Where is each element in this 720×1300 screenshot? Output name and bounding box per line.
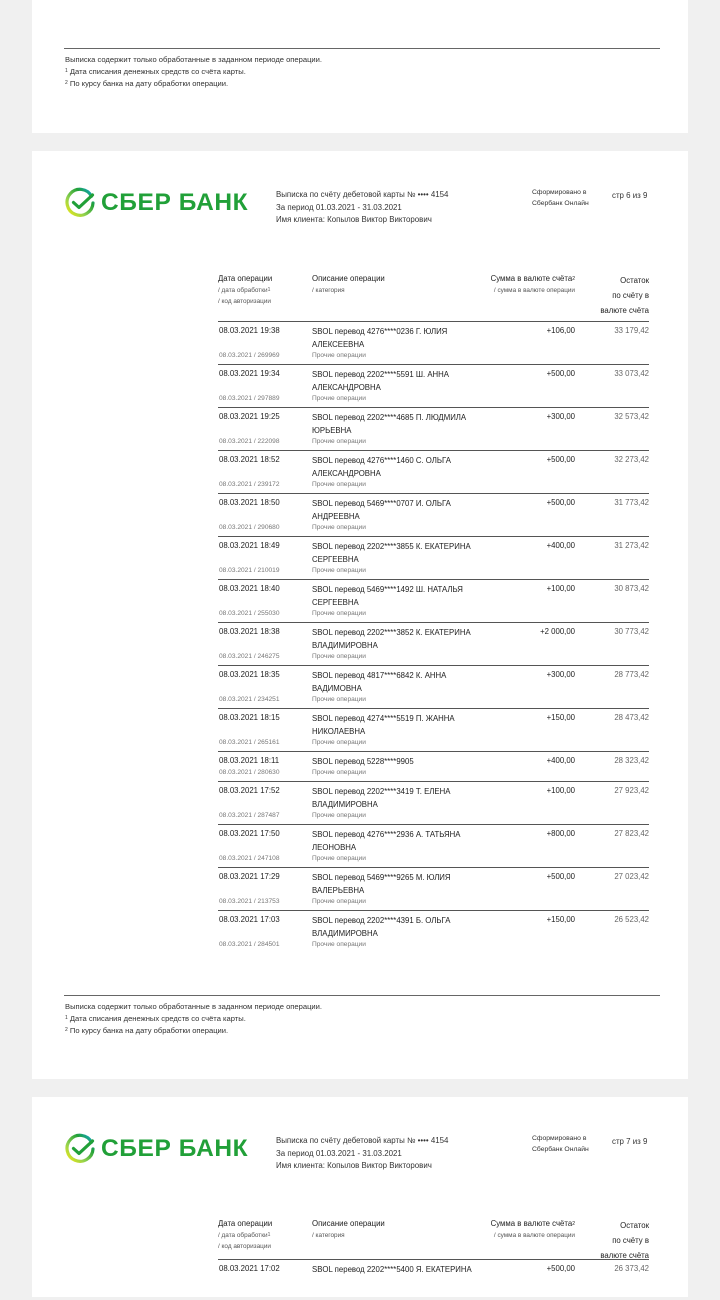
col-header-balance: Остаток по счёту в валюте счёта: [600, 276, 649, 315]
page-number: стр 7 из 9: [612, 1137, 648, 1146]
statement-info: [276, 189, 448, 227]
footnote-2: $^2$ По курсу банка на дату обработки операции.: [65, 1026, 229, 1035]
table-row: [218, 364, 649, 408]
transaction-processing-info: 08.03.2021 / 247108: [219, 855, 280, 862]
transaction-category: Прочие операции: [312, 610, 366, 617]
transaction-date: 08.03.2021 18:35: [219, 670, 280, 679]
statement-period: За период 01.03.2021 - 31.03.2021: [276, 1148, 402, 1158]
transaction-date: 08.03.2021 17:02: [219, 1264, 280, 1273]
transaction-date: 08.03.2021 18:11: [219, 756, 280, 765]
table-row: [218, 622, 649, 666]
transaction-processing-info: 08.03.2021 / 265161: [219, 739, 280, 746]
col-header-balance: Остаток по счёту в валюте счёта: [600, 1221, 649, 1260]
statement-title: Выписка по счёту дебетовой карты № •••• 4154: [276, 190, 449, 199]
transaction-description: SBOL перевод 5228****9905: [312, 757, 414, 766]
statement-page: [32, 151, 688, 1079]
transaction-date: 08.03.2021 18:15: [219, 713, 280, 722]
transaction-processing-info: 08.03.2021 / 287487: [219, 812, 280, 819]
transaction-processing-info: 08.03.2021 / 284501: [219, 941, 280, 948]
transaction-processing-info: 08.03.2021 / 290680: [219, 524, 280, 531]
transaction-balance: 27 823,42: [614, 829, 649, 838]
table-row: [218, 910, 649, 954]
col-header-date: Дата операции / дата обработки$^1$ / код авторизации: [218, 274, 273, 305]
sber-check-logo-icon: [64, 1133, 96, 1165]
client-name: Имя клиента: Копылов Виктор Викторович: [276, 215, 432, 224]
transaction-amount: +400,00: [546, 756, 575, 765]
transaction-description: SBOL перевод 2202****3852 К. ЕКАТЕРИНА ВЛАДИМИРОВНА: [312, 628, 471, 650]
transaction-processing-info: 08.03.2021 / 234251: [219, 696, 280, 703]
table-row: [218, 781, 649, 825]
transaction-description: SBOL перевод 5469****9265 М. ЮЛИЯ ВАЛЕРЬЕВНА: [312, 873, 451, 895]
transaction-processing-info: 08.03.2021 / 239172: [219, 481, 280, 488]
transaction-category: Прочие операции: [312, 696, 366, 703]
transaction-description: SBOL перевод 5469****0707 И. ОЛЬГА АНДРЕЕВНА: [312, 499, 451, 521]
table-row: [218, 579, 649, 623]
transaction-date: 08.03.2021 18:49: [219, 541, 280, 550]
transaction-amount: +100,00: [546, 584, 575, 593]
transaction-amount: +300,00: [546, 412, 575, 421]
footnote-2: $^2$ По курсу банка на дату обработки операции.: [65, 79, 229, 88]
transaction-amount: +500,00: [546, 369, 575, 378]
statement-period: За период 01.03.2021 - 31.03.2021: [276, 202, 402, 212]
transaction-balance: 31 273,42: [614, 541, 649, 550]
transaction-description: SBOL перевод 2202****3419 Т. ЕЛЕНА ВЛАДИМИРОВНА: [312, 787, 451, 809]
transaction-category: Прочие операции: [312, 898, 366, 905]
transaction-date: 08.03.2021 18:38: [219, 627, 280, 636]
table-row: [218, 824, 649, 868]
footer-rule: [64, 48, 660, 49]
transaction-description: SBOL перевод 2202****5591 Ш. АННА АЛЕКСАНДРОВНА: [312, 370, 449, 392]
transaction-date: 08.03.2021 19:38: [219, 326, 280, 335]
table-row: [218, 708, 649, 752]
transaction-amount: +300,00: [546, 670, 575, 679]
transaction-balance: 31 773,42: [614, 498, 649, 507]
transaction-amount: +150,00: [546, 713, 575, 722]
table-row: [218, 751, 649, 782]
transaction-description: SBOL перевод 2202****4391 Б. ОЛЬГА ВЛАДИМИРОВНА: [312, 916, 451, 938]
transaction-processing-info: 08.03.2021 / 269969: [219, 352, 280, 359]
transaction-balance: 30 873,42: [614, 584, 649, 593]
footnote-1: $^1$ Дата списания денежных средств со счёта карты.: [65, 1014, 246, 1023]
transaction-category: Прочие операции: [312, 481, 366, 488]
transaction-category: Прочие операции: [312, 653, 366, 660]
transaction-date: 08.03.2021 17:29: [219, 872, 280, 881]
transaction-amount: +800,00: [546, 829, 575, 838]
transaction-category: Прочие операции: [312, 812, 366, 819]
transaction-date: 08.03.2021 18:50: [219, 498, 280, 507]
transaction-balance: 32 273,42: [614, 455, 649, 464]
transaction-amount: +500,00: [546, 872, 575, 881]
transaction-amount: +500,00: [546, 1264, 575, 1273]
table-row: [218, 536, 649, 580]
statement-page-next: [32, 1097, 688, 1297]
transaction-balance: 33 179,42: [614, 326, 649, 335]
table-row: [218, 407, 649, 451]
generated-by: Сформировано в Сбербанк Онлайн: [532, 1135, 589, 1153]
footer-line: Выписка содержит только обработанные в заданном периоде операции.: [65, 1002, 323, 1011]
table-row: [218, 321, 649, 365]
transaction-description: SBOL перевод 4817****6842 К. АННА ВАДИМОВНА: [312, 671, 447, 693]
transaction-processing-info: 08.03.2021 / 210019: [219, 567, 280, 574]
transaction-category: Прочие операции: [312, 855, 366, 862]
col-header-amount: Сумма в валюте счёта$^2$ / сумма в валюте операции: [490, 274, 575, 294]
generated-by: Сформировано в Сбербанк Онлайн: [532, 189, 589, 207]
transaction-amount: +500,00: [546, 455, 575, 464]
transaction-balance: 32 573,42: [614, 412, 649, 421]
transaction-category: Прочие операции: [312, 739, 366, 746]
transaction-processing-info: 08.03.2021 / 222098: [219, 438, 280, 445]
transaction-balance: 27 923,42: [614, 786, 649, 795]
transaction-amount: +100,00: [546, 786, 575, 795]
transaction-processing-info: 08.03.2021 / 297889: [219, 395, 280, 402]
transaction-description: SBOL перевод 4274****5519 П. ЖАННА НИКОЛАЕВНА: [312, 714, 455, 736]
transaction-description: SBOL перевод 4276****2936 А. ТАТЬЯНА ЛЕОНОВНА: [312, 830, 461, 852]
transaction-description: SBOL перевод 2202****5400 Я. ЕКАТЕРИНА: [312, 1265, 472, 1274]
footer-rule: [64, 995, 660, 996]
transaction-date: 08.03.2021 18:40: [219, 584, 280, 593]
transaction-description: SBOL перевод 2202****4685 П. ЛЮДМИЛА ЮРЬЕВНА: [312, 413, 467, 435]
transaction-balance: 28 773,42: [614, 670, 649, 679]
transaction-balance: 33 073,42: [614, 369, 649, 378]
transaction-balance: 26 373,42: [614, 1264, 649, 1273]
transaction-description: SBOL перевод 5469****1492 Ш. НАТАЛЬЯ СЕРГЕЕВНА: [312, 585, 463, 607]
transaction-category: Прочие операции: [312, 352, 366, 359]
transaction-balance: 26 523,42: [614, 915, 649, 924]
transaction-category: Прочие операции: [312, 567, 366, 574]
transaction-category: Прочие операции: [312, 769, 366, 776]
col-header-amount: Сумма в валюте счёта$^2$ / сумма в валюте операции: [490, 1219, 575, 1239]
table-row: [218, 450, 649, 494]
transaction-date: 08.03.2021 17:03: [219, 915, 280, 924]
col-header-date: Дата операции / дата обработки$^1$ / код авторизации: [218, 1219, 273, 1250]
sber-check-logo-icon: [64, 187, 96, 219]
sber-logo: [64, 1131, 264, 1167]
transaction-description: SBOL перевод 4276****1460 С. ОЛЬГА АЛЕКСАНДРОВНА: [312, 456, 451, 478]
col-header-description: Описание операции / категория: [312, 274, 385, 294]
sber-logo: [64, 185, 264, 221]
transaction-amount: +400,00: [546, 541, 575, 550]
transaction-category: Прочие операции: [312, 524, 366, 531]
transaction-amount: +2 000,00: [540, 627, 575, 636]
transaction-description: SBOL перевод 4276****0236 Г. ЮЛИЯ АЛЕКСЕЕВНА: [312, 327, 448, 349]
transaction-category: Прочие операции: [312, 395, 366, 402]
table-row: [218, 493, 649, 537]
transaction-processing-info: 08.03.2021 / 246275: [219, 653, 280, 660]
transaction-amount: +150,00: [546, 915, 575, 924]
transaction-date: 08.03.2021 18:52: [219, 455, 280, 464]
statement-title: Выписка по счёту дебетовой карты № •••• 4154: [276, 1136, 449, 1145]
transaction-balance: 27 023,42: [614, 872, 649, 881]
transaction-date: 08.03.2021 17:52: [219, 786, 280, 795]
page-number: стр 6 из 9: [612, 191, 648, 200]
transaction-balance: 30 773,42: [614, 627, 649, 636]
transaction-category: Прочие операции: [312, 438, 366, 445]
footer-notes: [65, 1001, 322, 1037]
transaction-date: 08.03.2021 19:34: [219, 369, 280, 378]
bank-name: СБЕР БАНК: [101, 189, 249, 216]
bank-name: СБЕР БАНК: [101, 1135, 249, 1162]
footer-line: Выписка содержит только обработанные в заданном периоде операции.: [65, 55, 323, 64]
statement-page-prev: [32, 0, 688, 133]
transaction-date: 08.03.2021 19:25: [219, 412, 280, 421]
footer-notes: [65, 54, 322, 90]
transaction-balance: 28 473,42: [614, 713, 649, 722]
transaction-balance: 28 323,42: [614, 756, 649, 765]
transaction-date: 08.03.2021 17:50: [219, 829, 280, 838]
table-row: [218, 665, 649, 709]
transaction-processing-info: 08.03.2021 / 213753: [219, 898, 280, 905]
transaction-category: Прочие операции: [312, 941, 366, 948]
table-row: [218, 867, 649, 911]
transaction-description: SBOL перевод 2202****3855 К. ЕКАТЕРИНА СЕРГЕЕВНА: [312, 542, 471, 564]
transaction-processing-info: 08.03.2021 / 280630: [219, 769, 280, 776]
statement-info: [276, 1135, 448, 1173]
transaction-amount: +500,00: [546, 498, 575, 507]
transaction-amount: +106,00: [546, 326, 575, 335]
transaction-processing-info: 08.03.2021 / 255030: [219, 610, 280, 617]
col-header-description: Описание операции / категория: [312, 1219, 385, 1239]
footnote-1: $^1$ Дата списания денежных средств со счёта карты.: [65, 67, 246, 76]
client-name: Имя клиента: Копылов Виктор Викторович: [276, 1161, 432, 1170]
